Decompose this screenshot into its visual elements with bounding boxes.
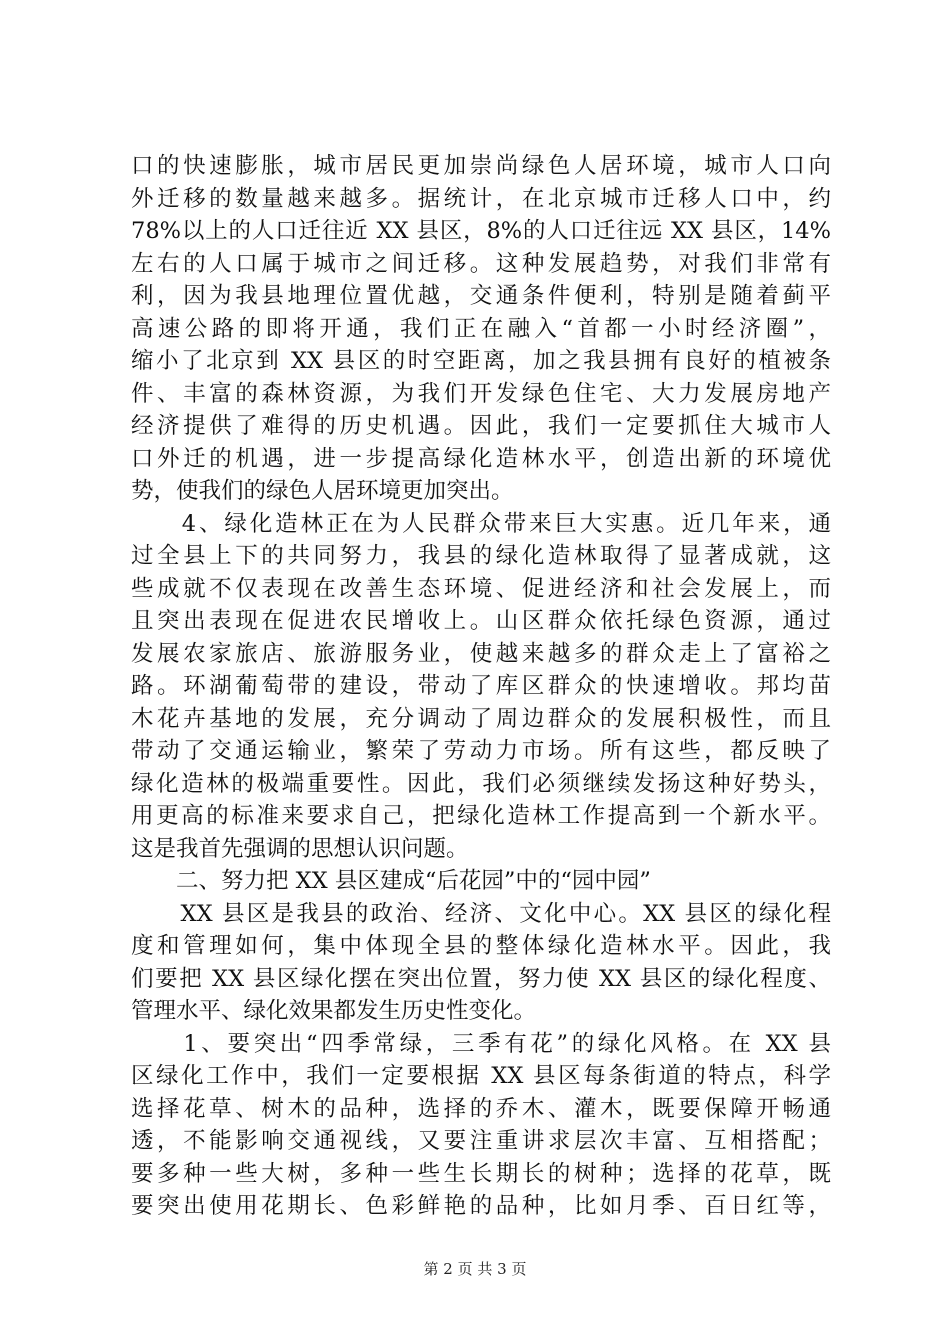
text-line: 且突出表现在促进农民增收上。山区群众依托绿色资源，通过 xyxy=(131,608,831,634)
text-line: 路。环湖葡萄带的建设，带动了库区群众的快速增收。邦均苗 xyxy=(131,673,831,699)
text-line: 用更高的标准来要求自己，把绿化造林工作提高到一个新水平。 xyxy=(131,803,831,829)
text-line: 些成就不仅表现在改善生态环境、促进经济和社会发展上，而 xyxy=(131,575,831,602)
text-line: 要突出使用花期长、色彩鲜艳的品种，比如月季、百日红等， xyxy=(131,1193,831,1219)
text-line: 势，使我们的绿色人居环境更加突出。 xyxy=(131,478,514,504)
text-line: 外迁移的数量越来越多。据统计，在北京城市迁移人口中，约 xyxy=(131,185,831,212)
text-line: 高速公路的即将开通，我们正在融入“首都一小时经济圈”， xyxy=(131,315,831,342)
text-line: 利，因为我县地理位置优越，交通条件便利，特别是随着蓟平 xyxy=(131,283,831,309)
text-line: 要多种一些大树，多种一些生长期长的树种；选择的花草，既 xyxy=(131,1160,831,1187)
text-line: 带动了交通运输业，繁荣了劳动力市场。所有这些，都反映了 xyxy=(131,738,831,764)
section-heading: 二、努力把 XX 县区建成“后花园”中的“园中园” xyxy=(131,868,651,894)
text-line: 区绿化工作中，我们一定要根据 XX 县区每条街道的特点，科学 xyxy=(131,1063,831,1089)
text-line: 78%以上的人口迁往近 XX 县区，8%的人口迁往远 XX 县区，14% xyxy=(131,218,831,244)
text-line: 件、丰富的森林资源，为我们开发绿色住宅、大力发展房地产 xyxy=(131,380,831,407)
text-line: 绿化造林的极端重要性。因此，我们必须继续发扬这种好势头， xyxy=(131,770,831,797)
text-line: 度和管理如何，集中体现全县的整体绿化造林水平。因此，我 xyxy=(131,933,831,959)
text-line: 管理水平、绿化效果都发生历史性变化。 xyxy=(131,998,537,1024)
text-line: 木花卉基地的发展，充分调动了周边群众的发展积极性，而且 xyxy=(131,705,831,732)
text-line: XX 县区是我县的政治、经济、文化中心。XX 县区的绿化程 xyxy=(131,900,831,927)
text-line: 1、要突出“四季常绿，三季有花”的绿化风格。在 XX 县 xyxy=(131,1030,831,1057)
text-line: 口的快速膨胀，城市居民更加崇尚绿色人居环境，城市人口向 xyxy=(131,153,831,179)
text-line: 这是我首先强调的思想认识问题。 xyxy=(131,835,469,862)
text-line: 过全县上下的共同努力，我县的绿化造林取得了显著成就，这 xyxy=(131,543,831,569)
text-line: 缩小了北京到 XX 县区的时空距离，加之我县拥有良好的植被条 xyxy=(131,348,831,374)
text-line: 透，不能影响交通视线，又要注重讲求层次丰富、互相搭配； xyxy=(131,1128,831,1154)
text-line: 4、绿化造林正在为人民群众带来巨大实惠。近几年来，通 xyxy=(131,510,831,537)
text-line: 们要把 XX 县区绿化摆在突出位置，努力使 XX 县区的绿化程度、 xyxy=(131,965,831,992)
text-line: 左右的人口属于城市之间迁移。这种发展趋势，对我们非常有 xyxy=(131,250,831,277)
text-line: 发展农家旅店、旅游服务业，使越来越多的群众走上了富裕之 xyxy=(131,640,831,667)
text-line: 经济提供了难得的历史机遇。因此，我们一定要抓住大城市人 xyxy=(131,413,831,439)
text-line: 选择花草、树木的品种，选择的乔木、灌木，既要保障开畅通 xyxy=(131,1095,831,1122)
text-line: 口外迁的机遇，进一步提高绿化造林水平，创造出新的环境优 xyxy=(131,445,831,472)
document-body xyxy=(131,150,831,1223)
page-number-footer: 第 2 页 共 3 页 xyxy=(423,1260,527,1278)
